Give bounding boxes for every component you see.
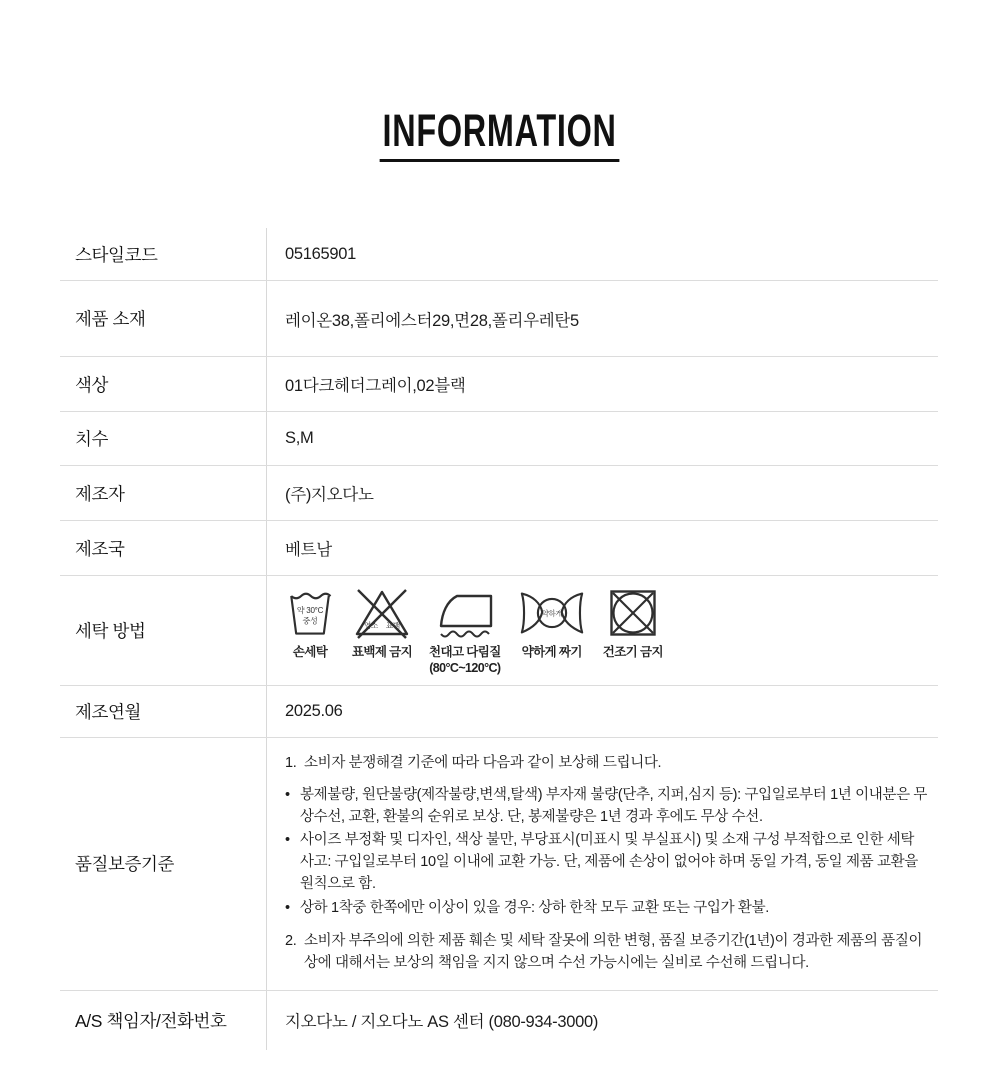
warranty-item-marker: • — [285, 786, 290, 803]
row-label: 치수 — [60, 412, 267, 465]
care-symbol-label-line2: (80°C~120°C) — [429, 661, 501, 675]
hand-wash-icon — [285, 585, 335, 641]
warranty-item — [285, 830, 928, 895]
care-symbol-hand-wash — [285, 585, 335, 660]
warranty-item — [285, 898, 928, 920]
no-bleach-icon — [351, 585, 413, 641]
iron-icon — [433, 585, 497, 641]
care-symbol-no-bleach — [351, 585, 413, 660]
warranty-item-text: 봉제불량, 원단불량(제작불량,변색,탈색) 부자재 불량(단추, 지퍼,심지 등): 구입일로부터 1년 이내분은 무상수선, 교환, 환불의 순위로 보상. 단, 봉제불량은 1년 경과 후에도 무상 수선. — [300, 786, 928, 825]
row-value: 2025.06 — [285, 702, 343, 720]
svg-text:염소: 염소 — [364, 620, 378, 630]
care-symbol-iron — [429, 585, 501, 677]
table-row-wash-method — [60, 576, 938, 686]
table-row-size — [60, 412, 938, 466]
warranty-item-text: 상하 1착중 한쪽에만 이상이 있을 경우: 상하 한착 모두 교환 또는 구입가 환불. — [300, 899, 769, 916]
warranty-text-block — [267, 738, 938, 990]
warranty-item-marker: • — [285, 832, 290, 849]
row-label: 품질보증기준 — [60, 738, 267, 990]
table-row-as-contact — [60, 991, 938, 1050]
table-row-warranty — [60, 738, 938, 991]
care-symbol-label: 약하게 짜기 — [521, 644, 582, 659]
row-value: 05165901 — [285, 244, 357, 263]
svg-text:약하게: 약하게 — [541, 608, 562, 618]
table-row-color — [60, 357, 938, 412]
row-value: S,M — [285, 429, 314, 447]
row-value — [267, 576, 938, 685]
product-info-table — [60, 228, 938, 1050]
table-row-manufacture-date — [60, 686, 938, 738]
care-symbol-wring — [517, 585, 587, 660]
svg-text:약 30°C: 약 30°C — [296, 605, 324, 615]
svg-text:표백: 표백 — [386, 620, 400, 630]
warranty-item — [285, 785, 928, 829]
warranty-item-text: 소비자 부주의에 의한 제품 훼손 및 세탁 잘못에 의한 변형, 품질 보증기간(1년)이 경과한 제품의 품질이상에 대해서는 보상의 책임을 지지 않으며 수선 가능시에는 실비로 수선해 드립니다. — [304, 933, 923, 971]
care-symbol-label: 건조기 금지 — [602, 644, 663, 659]
row-label: 제조국 — [60, 521, 267, 575]
row-label: 제조연월 — [60, 686, 267, 737]
row-label: 제품 소재 — [60, 281, 267, 356]
row-value: 레이온38,폴리에스터29,면28,폴리우레탄5 — [285, 311, 579, 330]
page-header — [0, 0, 1000, 192]
warranty-item-marker: 1. — [285, 755, 297, 771]
table-row-country — [60, 521, 938, 576]
warranty-item-marker: 2. — [285, 933, 297, 950]
care-symbol-label: 손세탁 — [292, 644, 328, 659]
row-label: 제조자 — [60, 466, 267, 520]
warranty-item — [285, 931, 928, 975]
care-symbol-label — [429, 644, 501, 677]
warranty-item — [285, 753, 928, 775]
table-row-style-code — [60, 228, 938, 281]
wring-icon — [517, 585, 587, 641]
row-value: 지오다노 / 지오다노 AS 센터 (080-934-3000) — [285, 1013, 599, 1032]
row-value: 01다크헤더그레이,02블랙 — [285, 377, 466, 395]
row-value: (주)지오다노 — [285, 486, 374, 504]
no-tumble-dry-icon — [606, 585, 660, 641]
row-value: 베트남 — [285, 541, 332, 559]
table-row-material — [60, 281, 938, 357]
row-label: A/S 책임자/전화번호 — [60, 991, 267, 1050]
svg-text:중성: 중성 — [302, 616, 318, 626]
row-label: 세탁 방법 — [60, 576, 267, 685]
table-row-manufacturer — [60, 466, 938, 521]
warranty-item-marker: • — [285, 899, 290, 916]
care-symbol-no-tumble-dry — [603, 585, 663, 660]
care-symbols — [285, 585, 663, 677]
care-symbol-label: 표백제 금지 — [351, 644, 413, 659]
row-label: 색상 — [60, 357, 267, 411]
care-symbol-label-line1: 천대고 다림질 — [429, 644, 501, 659]
row-label: 스타일코드 — [60, 228, 267, 280]
page-title: INFORMATION — [380, 108, 620, 162]
warranty-item-text: 사이즈 부정확 및 디자인, 색상 불만, 부당표시(미표시 및 부실표시) 및 소재 구성 부적합으로 인한 세탁 사고: 구입일로부터 10일 이내에 교환 가능. 단, 제품에 손상이 없어야 하며 동일 가격, 동일 제품 교환을 원칙으로 함. — [300, 832, 918, 892]
warranty-item-text: 소비자 분쟁해결 기준에 따라 다음과 같이 보상해 드립니다. — [304, 755, 662, 771]
